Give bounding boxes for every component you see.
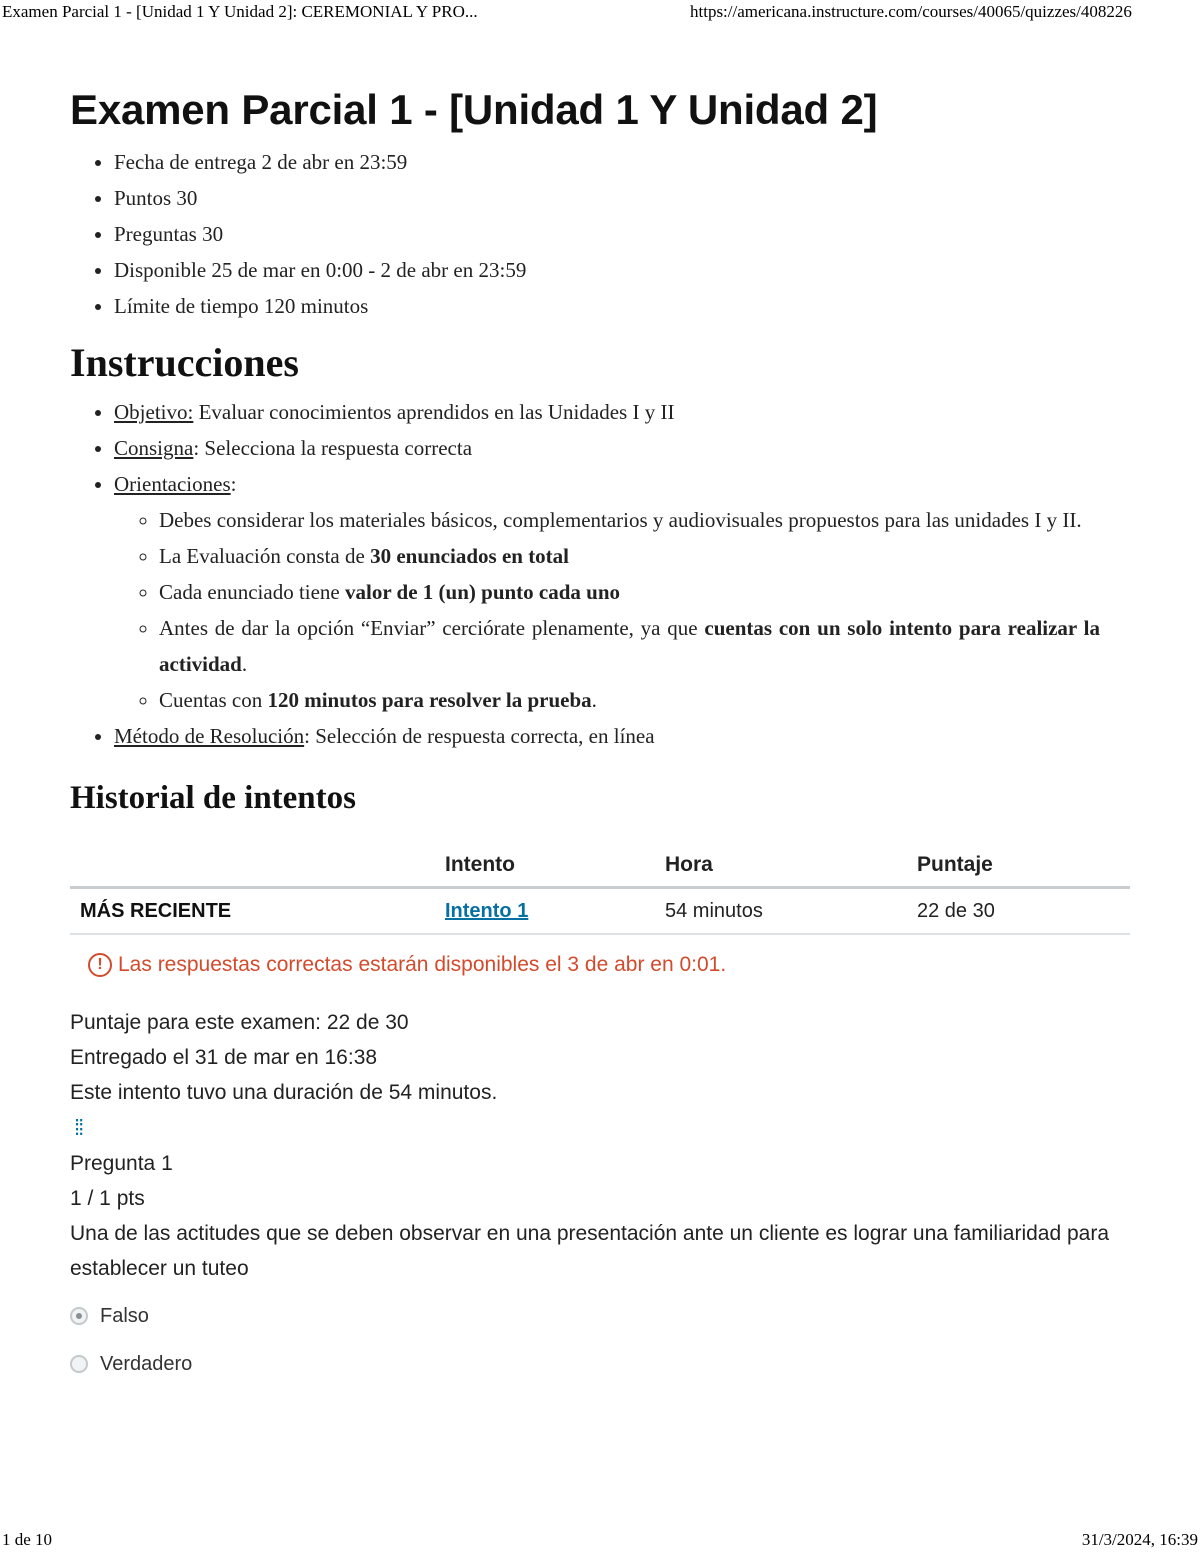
instruction-metodo xyxy=(114,718,1130,754)
orient4-end: . xyxy=(241,652,248,676)
orient-item-5 xyxy=(159,682,1130,718)
orient2-text: La Evaluación consta de xyxy=(159,544,371,568)
objetivo-label: Objetivo: xyxy=(114,400,194,424)
column-header-blank xyxy=(70,844,435,888)
print-datetime: 31/3/2024, 16:39 xyxy=(1081,1530,1198,1549)
orient3-bold: valor de 1 (un) punto cada uno xyxy=(345,580,621,604)
question-points: 1 / 1 pts xyxy=(70,1187,145,1210)
objetivo-text: Evaluar conocimientos aprendidos en las Unidades I y II xyxy=(193,400,675,424)
question-1 xyxy=(70,1146,1130,1388)
column-header-score: Puntaje xyxy=(907,844,1130,888)
quiz-details-list xyxy=(70,144,1130,324)
quiz-content xyxy=(70,84,1130,1388)
attempt-time: 54 minutos xyxy=(655,888,907,935)
table-row xyxy=(70,888,1130,935)
attempt-history-table xyxy=(70,844,1130,935)
column-header-attempt: Intento xyxy=(435,844,655,888)
orient5-end: . xyxy=(591,688,597,712)
orient-item-3 xyxy=(159,574,1130,610)
answer-option-verdadero[interactable] xyxy=(70,1340,1130,1388)
exam-score: Puntaje para este examen: 22 de 30 xyxy=(70,1011,409,1034)
orient5-bold: 120 minutos para resolver la prueba xyxy=(267,688,592,712)
consigna-text: : Selecciona la respuesta correcta xyxy=(193,436,473,460)
table-header-row xyxy=(70,844,1130,888)
attempt-score: 22 de 30 xyxy=(907,888,1130,935)
detail-time-limit: • Límite de tiempo 120 minutos xyxy=(114,288,1130,324)
instruction-orientaciones xyxy=(114,466,1130,718)
column-header-time: Hora xyxy=(655,844,907,888)
consigna-label: Consigna xyxy=(114,436,194,460)
notice-text: Las respuestas correctas estarán disponibles el 3 de abr en 0:01. xyxy=(118,953,727,976)
warning-icon: ! xyxy=(88,953,112,977)
orient3-text: Cada enunciado tiene xyxy=(159,580,346,604)
orientaciones-list xyxy=(114,502,1130,718)
answer-label: Falso xyxy=(100,1304,149,1327)
attempt-cell xyxy=(435,888,655,935)
detail-available: • Disponible 25 de mar en 0:00 - 2 de abr en 23:59 xyxy=(114,252,1130,288)
orientaciones-label: Orientaciones xyxy=(114,472,231,496)
answer-option-falso[interactable] xyxy=(70,1292,1130,1340)
orient-item-4 xyxy=(159,610,1130,682)
answer-options xyxy=(70,1292,1130,1388)
orient4-text: Antes de dar la opción “Enviar” cerciórate plenamente, ya que xyxy=(159,616,705,640)
detail-questions: • Preguntas 30 xyxy=(114,216,1130,252)
instructions-heading: Instrucciones xyxy=(70,340,299,385)
metodo-text: : Selección de respuesta correcta, en línea xyxy=(304,724,655,748)
page-number: 1 de 10 xyxy=(2,1530,53,1549)
drag-handle-icon[interactable]: ⁞⁞ xyxy=(74,1115,83,1140)
print-header xyxy=(0,0,1200,26)
orient-item-1: ◦ Debes considerar los materiales básicos, complementarios y audiovisuales propuestos para las unidades I y II. xyxy=(159,502,1130,538)
instruction-consigna xyxy=(114,430,1130,466)
orient2-bold: 30 enunciados en total xyxy=(370,544,570,568)
attempt-1-link[interactable]: Intento 1 xyxy=(445,899,529,922)
orientaciones-colon: : xyxy=(230,472,237,496)
question-label: Pregunta 1 xyxy=(70,1152,173,1175)
print-header-url: https://americana.instructure.com/courses/40065/quizzes/408226 xyxy=(690,2,1132,21)
most-recent-label: MÁS RECIENTE xyxy=(70,888,435,935)
attempt-summary xyxy=(70,1005,1130,1110)
metodo-label: Método de Resolución xyxy=(114,724,305,748)
print-footer xyxy=(0,1530,1200,1552)
orient-item-2 xyxy=(159,538,1130,574)
question-text: Una de las actitudes que se deben observar en una presentación ante un cliente es lograr una familiaridad para establecer un tuteo xyxy=(70,1222,1110,1280)
answer-label: Verdadero xyxy=(100,1352,193,1375)
detail-due-date: • Fecha de entrega 2 de abr en 23:59 xyxy=(114,144,1130,180)
submitted-date: Entregado el 31 de mar en 16:38 xyxy=(70,1046,378,1069)
attempt-duration: Este intento tuvo una duración de 54 minutos. xyxy=(70,1081,498,1104)
orient4-bold: cuentas con un solo intento para realizar la actividad xyxy=(159,616,1100,676)
print-header-title: Examen Parcial 1 - [Unidad 1 Y Unidad 2]: CEREMONIAL Y PRO... xyxy=(2,2,478,21)
answers-availability-notice xyxy=(88,953,1130,977)
history-heading: Historial de intentos xyxy=(70,780,356,816)
page-title: Examen Parcial 1 - [Unidad 1 Y Unidad 2] xyxy=(70,86,878,133)
radio-unselected-icon[interactable] xyxy=(70,1355,88,1373)
detail-points: • Puntos 30 xyxy=(114,180,1130,216)
orient5-text: Cuentas con xyxy=(159,688,268,712)
instructions-list xyxy=(70,394,1130,754)
radio-selected-icon[interactable] xyxy=(70,1307,88,1325)
instruction-objetivo xyxy=(114,394,1130,430)
